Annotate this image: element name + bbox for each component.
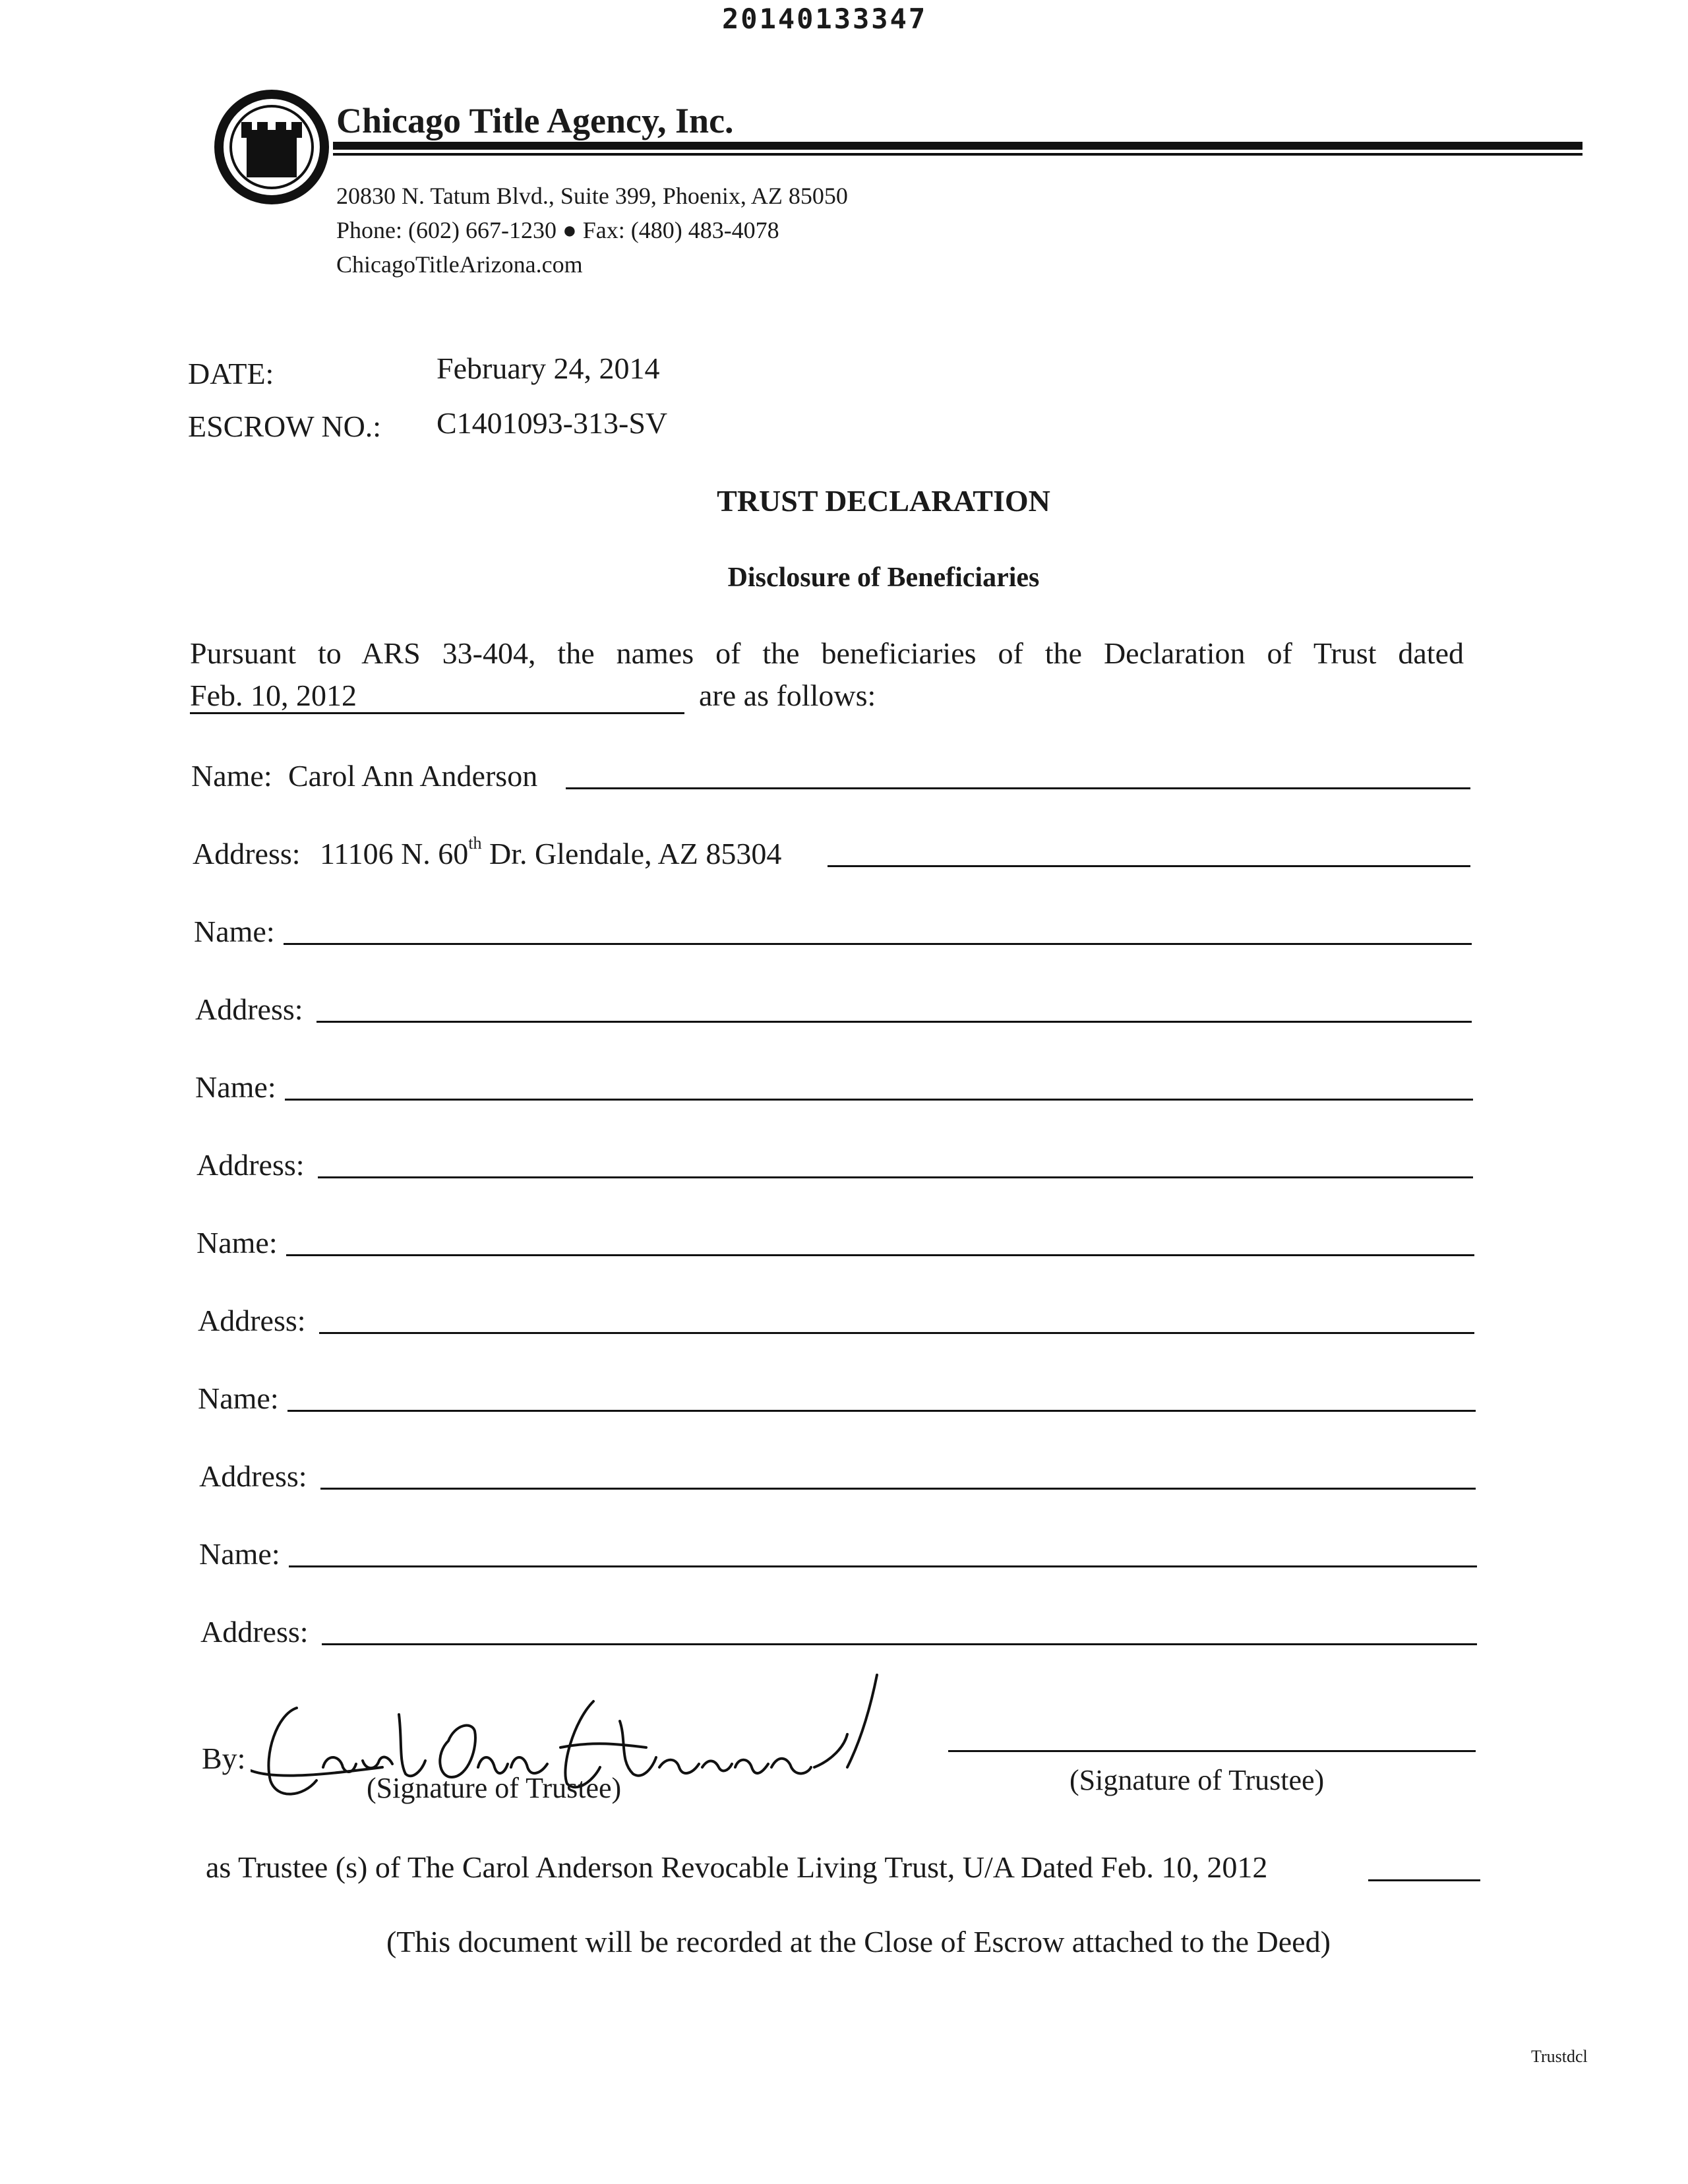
recording-note: (This document will be recorded at the Close of Escrow attached to the Deed): [386, 1925, 1331, 1958]
blank-name-label-1: Name:: [194, 915, 275, 948]
header-rule-thick: [333, 142, 1582, 150]
blank-address-line-1: [316, 1021, 1472, 1023]
beneficiary-address-value: 11106 N. 60th Dr. Glendale, AZ 85304: [320, 834, 782, 870]
blank-address-line-5: [322, 1643, 1477, 1645]
date-label: DATE:: [188, 357, 274, 390]
trustee-statement-line: [1368, 1879, 1480, 1881]
blank-name-label-5: Name:: [199, 1537, 280, 1571]
blank-name-label-3: Name:: [196, 1226, 278, 1259]
document-title: TRUST DECLARATION: [717, 484, 1050, 518]
beneficiary-address-line: [828, 865, 1470, 867]
recording-number: 20140133347: [722, 3, 928, 35]
blank-name-line-2: [285, 1099, 1473, 1101]
trustee-statement: as Trustee (s) of The Carol Anderson Revocable Living Trust, U/A Dated Feb. 10, 2012: [206, 1850, 1268, 1884]
blank-address-line-4: [320, 1488, 1476, 1490]
agency-website: ChicagoTitleArizona.com: [336, 251, 583, 278]
agency-phone-fax: Phone: (602) 667-1230 ● Fax: (480) 483-4078: [336, 217, 779, 243]
trust-date-value: Feb. 10, 2012: [190, 679, 357, 712]
blank-address-line-2: [318, 1176, 1473, 1178]
beneficiary-name-value: Carol Ann Anderson: [288, 759, 538, 793]
blank-name-line-4: [287, 1410, 1476, 1412]
intro-text-line1: Pursuant to ARS 33-404, the names of the beneficiaries of the Declaration of Trust dated: [190, 636, 1464, 670]
blank-address-label-1: Address:: [195, 992, 303, 1026]
blank-address-label-2: Address:: [196, 1148, 305, 1182]
trust-date-line: [190, 712, 684, 714]
agency-name: Chicago Title Agency, Inc.: [336, 101, 734, 140]
blank-name-line-3: [286, 1254, 1474, 1256]
form-code: Trustdcl: [1531, 2047, 1588, 2066]
castle-tower-icon: [212, 88, 331, 206]
agency-address: 20830 N. Tatum Blvd., Suite 399, Phoenix, AZ 85050: [336, 183, 848, 209]
document-subtitle: Disclosure of Beneficiaries: [727, 562, 1040, 593]
blank-name-label-2: Name:: [195, 1070, 276, 1104]
signature-caption-left: (Signature of Trustee): [367, 1772, 622, 1804]
blank-name-line-5: [289, 1565, 1477, 1567]
blank-address-line-3: [319, 1332, 1474, 1334]
escrow-label: ESCROW NO.:: [188, 410, 382, 443]
blank-name-label-4: Name:: [198, 1381, 279, 1415]
date-value: February 24, 2014: [437, 351, 660, 385]
header-rule-thin: [333, 153, 1582, 156]
second-trustee-signature-line: [948, 1750, 1476, 1752]
intro-text-line2: are as follows:: [699, 679, 876, 712]
beneficiary-name-line: [566, 787, 1470, 789]
signature-caption-right: (Signature of Trustee): [1070, 1764, 1325, 1796]
blank-address-label-3: Address:: [198, 1304, 306, 1337]
blank-address-label-4: Address:: [199, 1459, 307, 1493]
blank-name-line-1: [284, 943, 1472, 945]
blank-address-label-5: Address:: [200, 1615, 309, 1649]
escrow-value: C1401093-313-SV: [437, 406, 668, 440]
beneficiary-address-label: Address:: [193, 837, 301, 870]
by-label: By:: [202, 1742, 246, 1775]
beneficiary-name-label: Name:: [191, 759, 272, 793]
